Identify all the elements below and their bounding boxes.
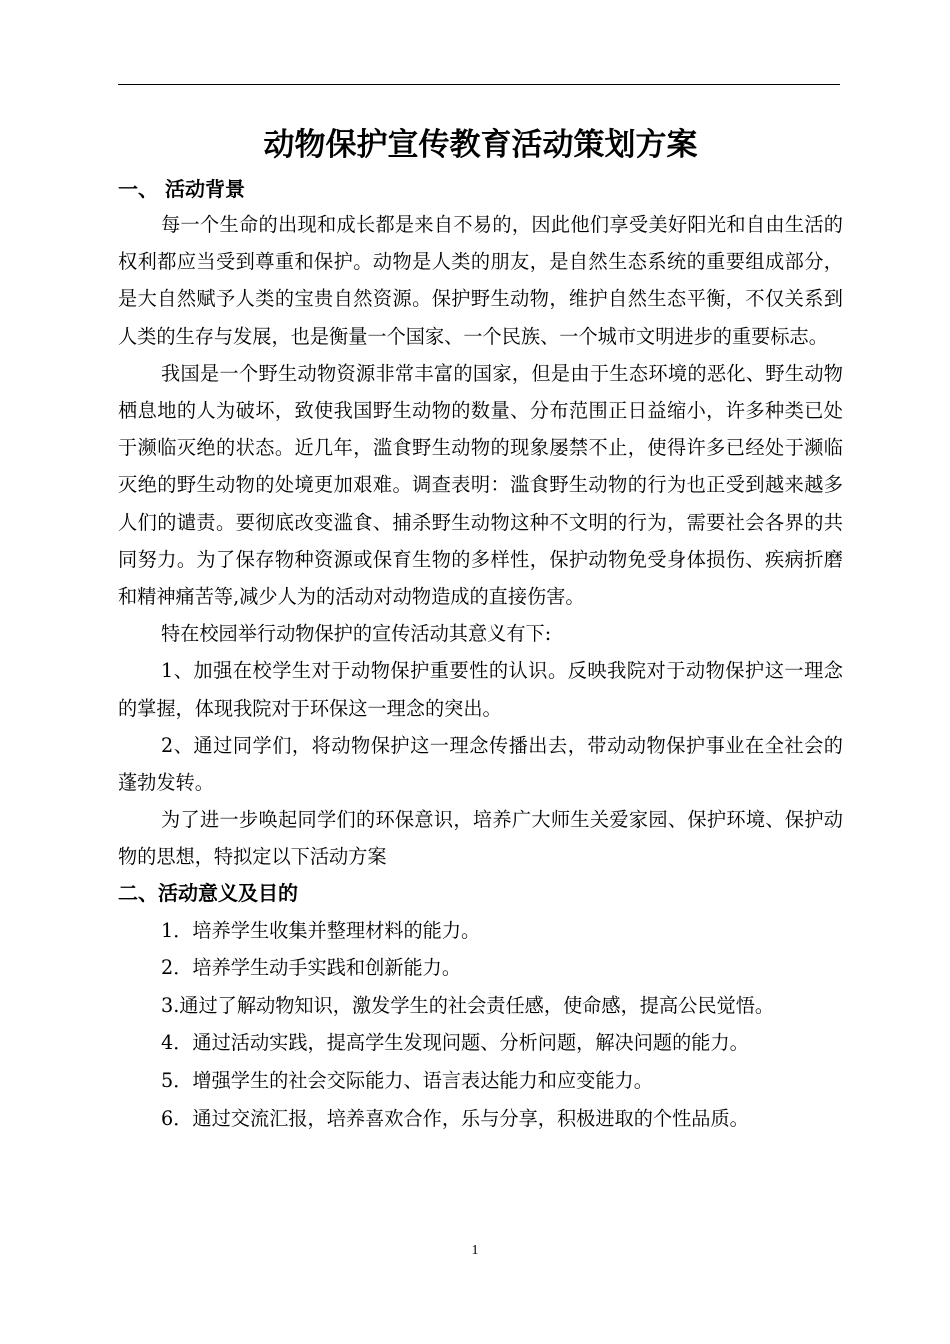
header-rule <box>118 84 840 85</box>
paragraph-3: 特在校园举行动物保护的宣传活动其意义有下: <box>161 622 552 646</box>
list-item: 6．通过交流汇报，培养喜欢合作，乐与分享，积极进取的个性品质。 <box>161 1106 749 1130</box>
page-number: 1 <box>471 1243 479 1258</box>
list-item: 1．培养学生收集并整理材料的能力。 <box>161 918 481 942</box>
paragraph-5: 2、通过同学们，将动物保护这一理念传播出去，带动动物保护事业在全社会的蓬勃发转。 <box>118 733 843 795</box>
document-body <box>118 118 843 1137</box>
list-item: 4．通过活动实践，提高学生发现问题、分析问题，解决问题的能力。 <box>161 1031 749 1055</box>
document-title: 动物保护宣传教育活动策划方案 <box>263 127 698 163</box>
list-item: 5．增强学生的社会交际能力、语言表达能力和应变能力。 <box>161 1069 653 1093</box>
paragraph-4: 1、加强在校学生对于动物保护重要性的认识。反映我院对于动物保护这一理念的掌握，体现我院对于环保这一理念的突出。 <box>118 659 843 720</box>
list-item: 2．培养学生动手实践和创新能力。 <box>161 956 462 980</box>
paragraph-6: 为了进一步唤起同学们的环保意识，培养广大师生关爱家园、保护环境、保护动物的思想，特拟定以下活动方案 <box>118 808 843 869</box>
section-heading-background: 一、 活动背景 <box>118 177 245 201</box>
list-item: 3.通过了解动物知识，激发学生的社会责任感，使命感，提高公民觉悟。 <box>161 993 775 1017</box>
paragraph-1: 每一个生命的出现和成长都是来自不易的，因此他们享受美好阳光和自由生活的权利都应当受到尊重和保护。动物是人类的朋友，是自然生态系统的重要组成部分，是大自然赋予人类的宝贵自然资源。保护野生动物，维护自然生态平衡，不仅关系到人类的生存与发展，也是衡量一个国家、一个民族、一个城市文明进步的重要标志。 <box>118 213 843 348</box>
paragraph-2: 我国是一个野生动物资源非常丰富的国家，但是由于生态环境的恶化、野生动物栖息地的人为破坏，致使我国野生动物的数量、分布范围正日益缩小，许多种类已处于濒临灭绝的状态。近几年，滥食野生动物的现象屡禁不止，使得许多已经处于濒临灭绝的野生动物的处境更加艰难。调查表明：滥食野生动物的行为也正受到越来越多人们的谴责。要彻底改变滥食、捕杀野生动物这种不文明的行为，需要社会各界的共同努力。为了保存物种资源或保育生物的多样性，保护动物免受身体损伤、疾病折磨和精神痛苦等,减少人为的活动对动物造成的直接伤害。 <box>118 361 843 609</box>
section-heading-purpose: 二、活动意义及目的 <box>118 880 298 905</box>
purpose-list <box>118 912 843 1138</box>
